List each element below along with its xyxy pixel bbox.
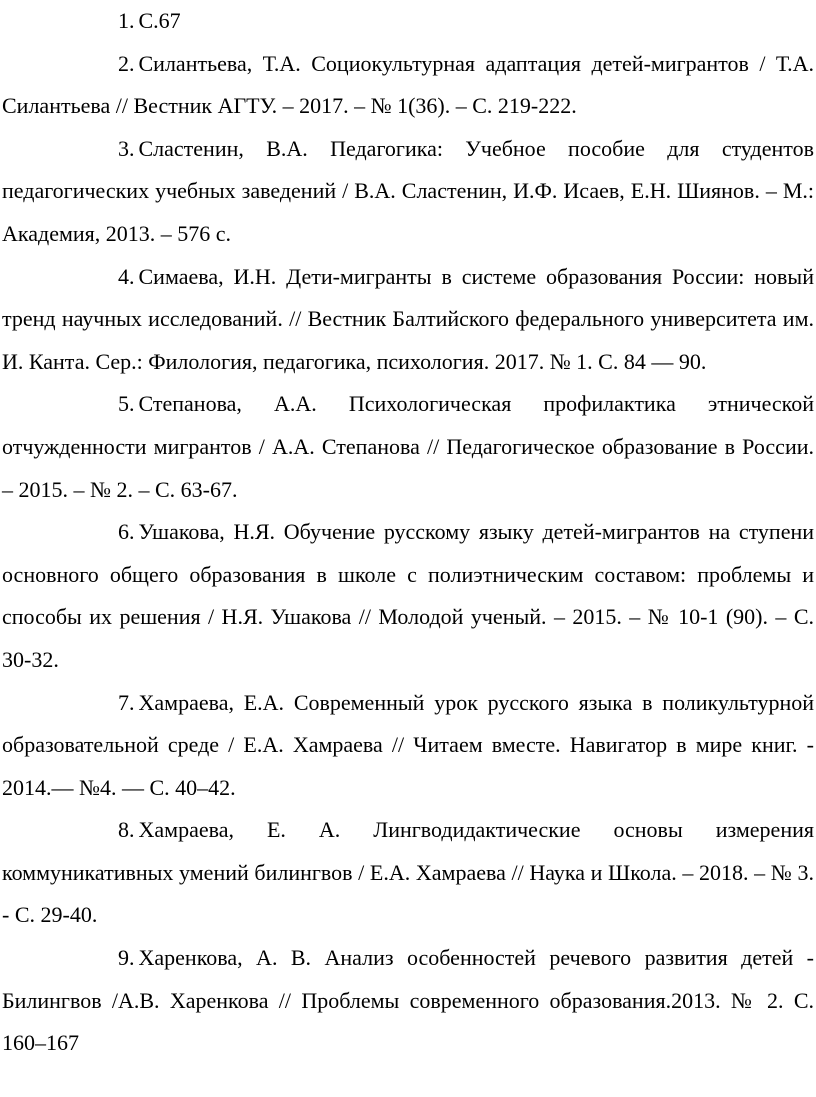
reference-text: Симаева, И.Н. Дети-мигранты в системе образования России: новый тренд научных исследований. // Вестник Балтийского федерального университета им. И. Канта. Сер.: Филология, педагогика, психология. 2017. № 1. С. 84 — 90. (2, 263, 814, 374)
reference-text: Хамраева, Е.А. Современный урок русского языка в поликультурной образовательной среде / Е.А. Хамраева // Читаем вместе. Навигатор в мире книг. - 2014.— №4. — С. 40–42. (2, 689, 814, 800)
reference-item (2, 809, 814, 937)
reference-number: 1. (118, 8, 135, 33)
reference-number: 6. (118, 519, 135, 545)
reference-item (2, 682, 814, 810)
reference-number: 2. (118, 50, 135, 76)
reference-number: 3. (118, 135, 135, 161)
reference-item (2, 0, 814, 43)
reference-text: Харенкова, А. В. Анализ особенностей речевого развития детей - Билингвов /А.В. Харенкова // Проблемы современного образования.2013. № 2. С. 160–167 (2, 945, 814, 1056)
reference-text: Степанова, А.А. Психологическая профилактика этнической отчужденности мигрантов / А.А. Степанова // Педагогическое образование в России. – 2015. – № 2. – С. 63-67. (2, 391, 814, 502)
reference-item (2, 383, 814, 511)
reference-text: Хамраева, Е. А. Лингводидактические основы измерения коммуникативных умений билингвов / Е.А. Хамраева // Наука и Школа. – 2018. – № 3. - С. 29-40. (2, 817, 814, 928)
reference-text: С.67 (138, 8, 181, 33)
reference-number: 8. (118, 817, 135, 843)
reference-number: 4. (118, 263, 135, 289)
reference-number: 9. (118, 945, 135, 971)
reference-item (2, 937, 814, 1065)
reference-text: Силантьева, Т.А. Социокультурная адаптация детей-мигрантов / Т.А. Силантьева // Вестник АГТУ. – 2017. – № 1(36). – С. 219-222. (2, 50, 814, 119)
reference-number: 7. (118, 689, 135, 715)
reference-text: Ушакова, Н.Я. Обучение русскому языку детей-мигрантов на ступени основного общего образования в школе с полиэтническим составом: проблемы и способы их решения / Н.Я. Ушакова // Молодой ученый. – 2015. – № 10-1 (90). – С. 30-32. (2, 519, 814, 672)
reference-item (2, 511, 814, 681)
reference-item (2, 256, 814, 384)
reference-number: 5. (118, 391, 135, 417)
reference-item (2, 128, 814, 256)
reference-text: Сластенин, В.А. Педагогика: Учебное пособие для студентов педагогических учебных заведений / В.А. Сластенин, И.Ф. Исаев, Е.Н. Шиянов. – М.: Академия, 2013. – 576 с. (2, 135, 814, 246)
reference-item (2, 43, 814, 128)
